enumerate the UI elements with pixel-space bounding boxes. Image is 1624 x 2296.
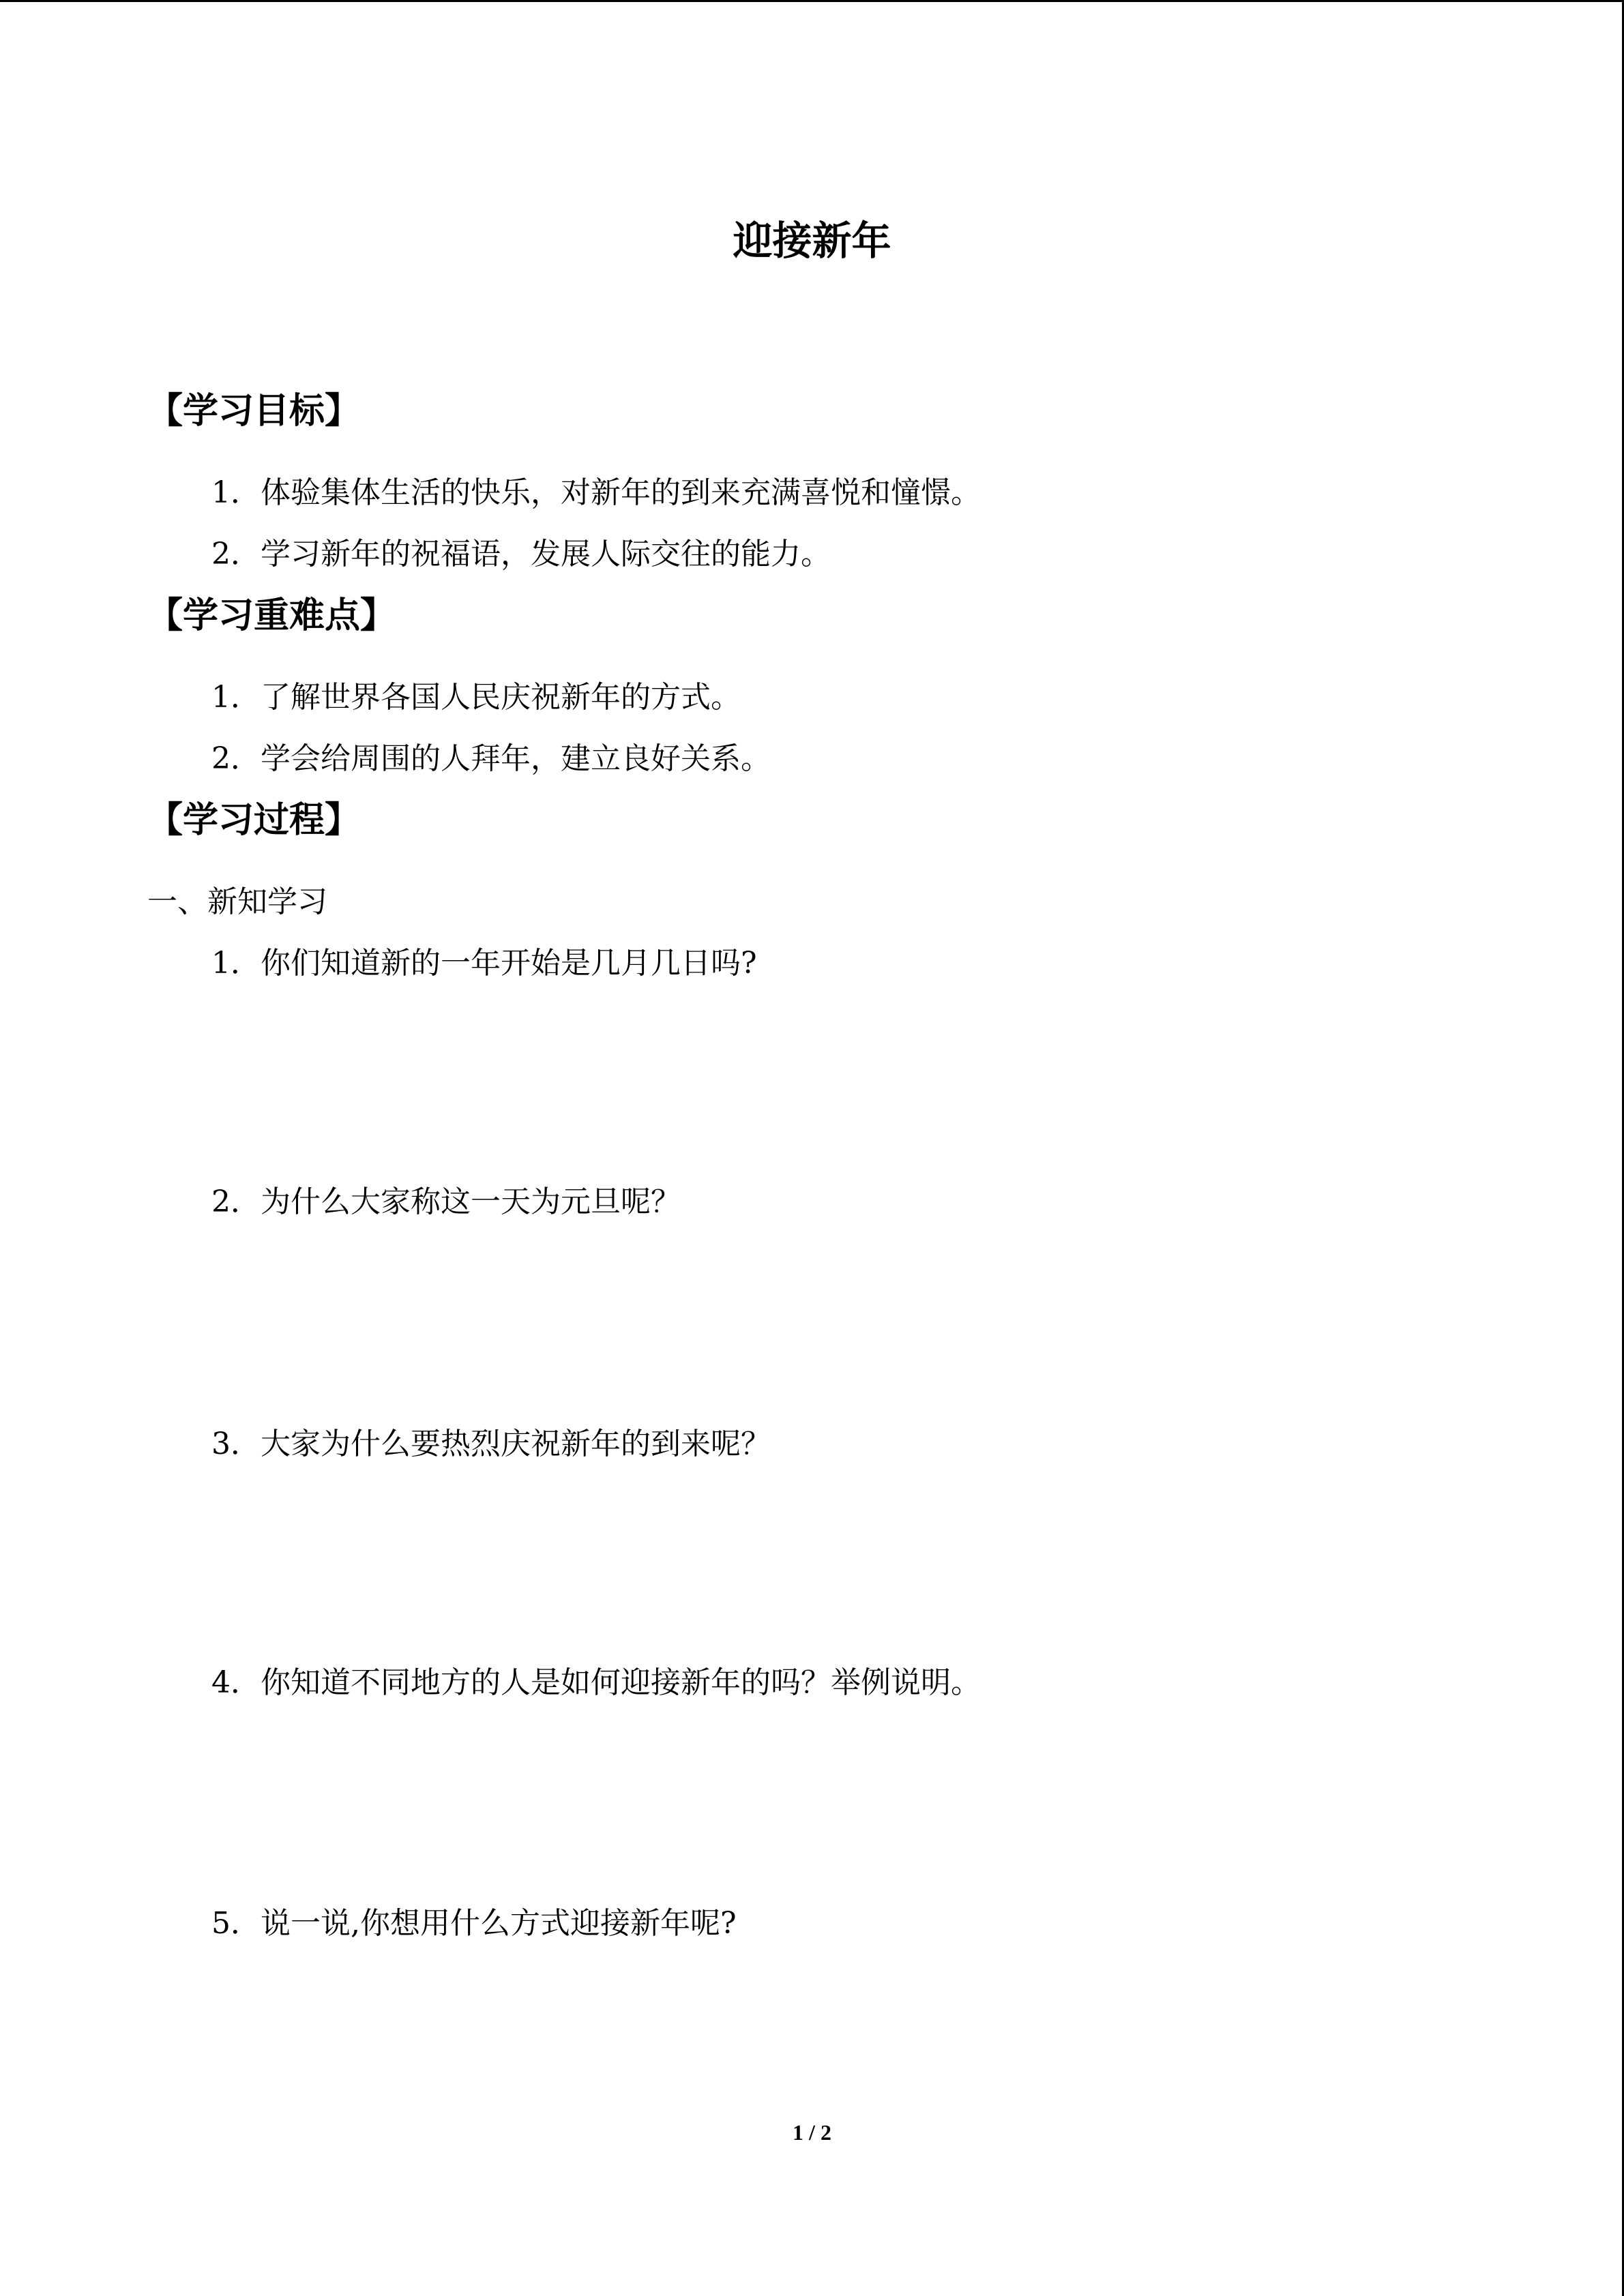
question-2: 2．为什么大家称这一天为元旦呢？	[211, 1184, 681, 1219]
key-points-heading: 【学习重难点】	[147, 595, 396, 636]
document-title: 迎接新年	[733, 218, 891, 264]
page-number: 1 / 2	[793, 2120, 831, 2145]
process-heading: 【学习过程】	[147, 800, 361, 841]
new-knowledge-section-label: 一、新知学习	[147, 884, 327, 919]
key-point-item-2: 2．学会给周围的人拜年，建立良好关系。	[211, 741, 771, 776]
question-5: 5．说一说,你想用什么方式迎接新年呢?	[211, 1906, 737, 1941]
objective-item-2: 2．学习新年的祝福语，发展人际交往的能力。	[211, 537, 831, 571]
key-point-item-1: 1．了解世界各国人民庆祝新年的方式。	[211, 680, 741, 715]
objectives-heading: 【学习目标】	[147, 391, 361, 432]
question-1: 1．你们知道新的一年开始是几月几日吗?	[211, 946, 757, 981]
question-3: 3．大家为什么要热烈庆祝新年的到来呢？	[211, 1427, 771, 1461]
objective-item-1: 1．体验集体生活的快乐，对新年的到来充满喜悦和憧憬。	[211, 475, 981, 510]
question-4: 4．你知道不同地方的人是如何迎接新年的吗？举例说明。	[211, 1665, 981, 1700]
